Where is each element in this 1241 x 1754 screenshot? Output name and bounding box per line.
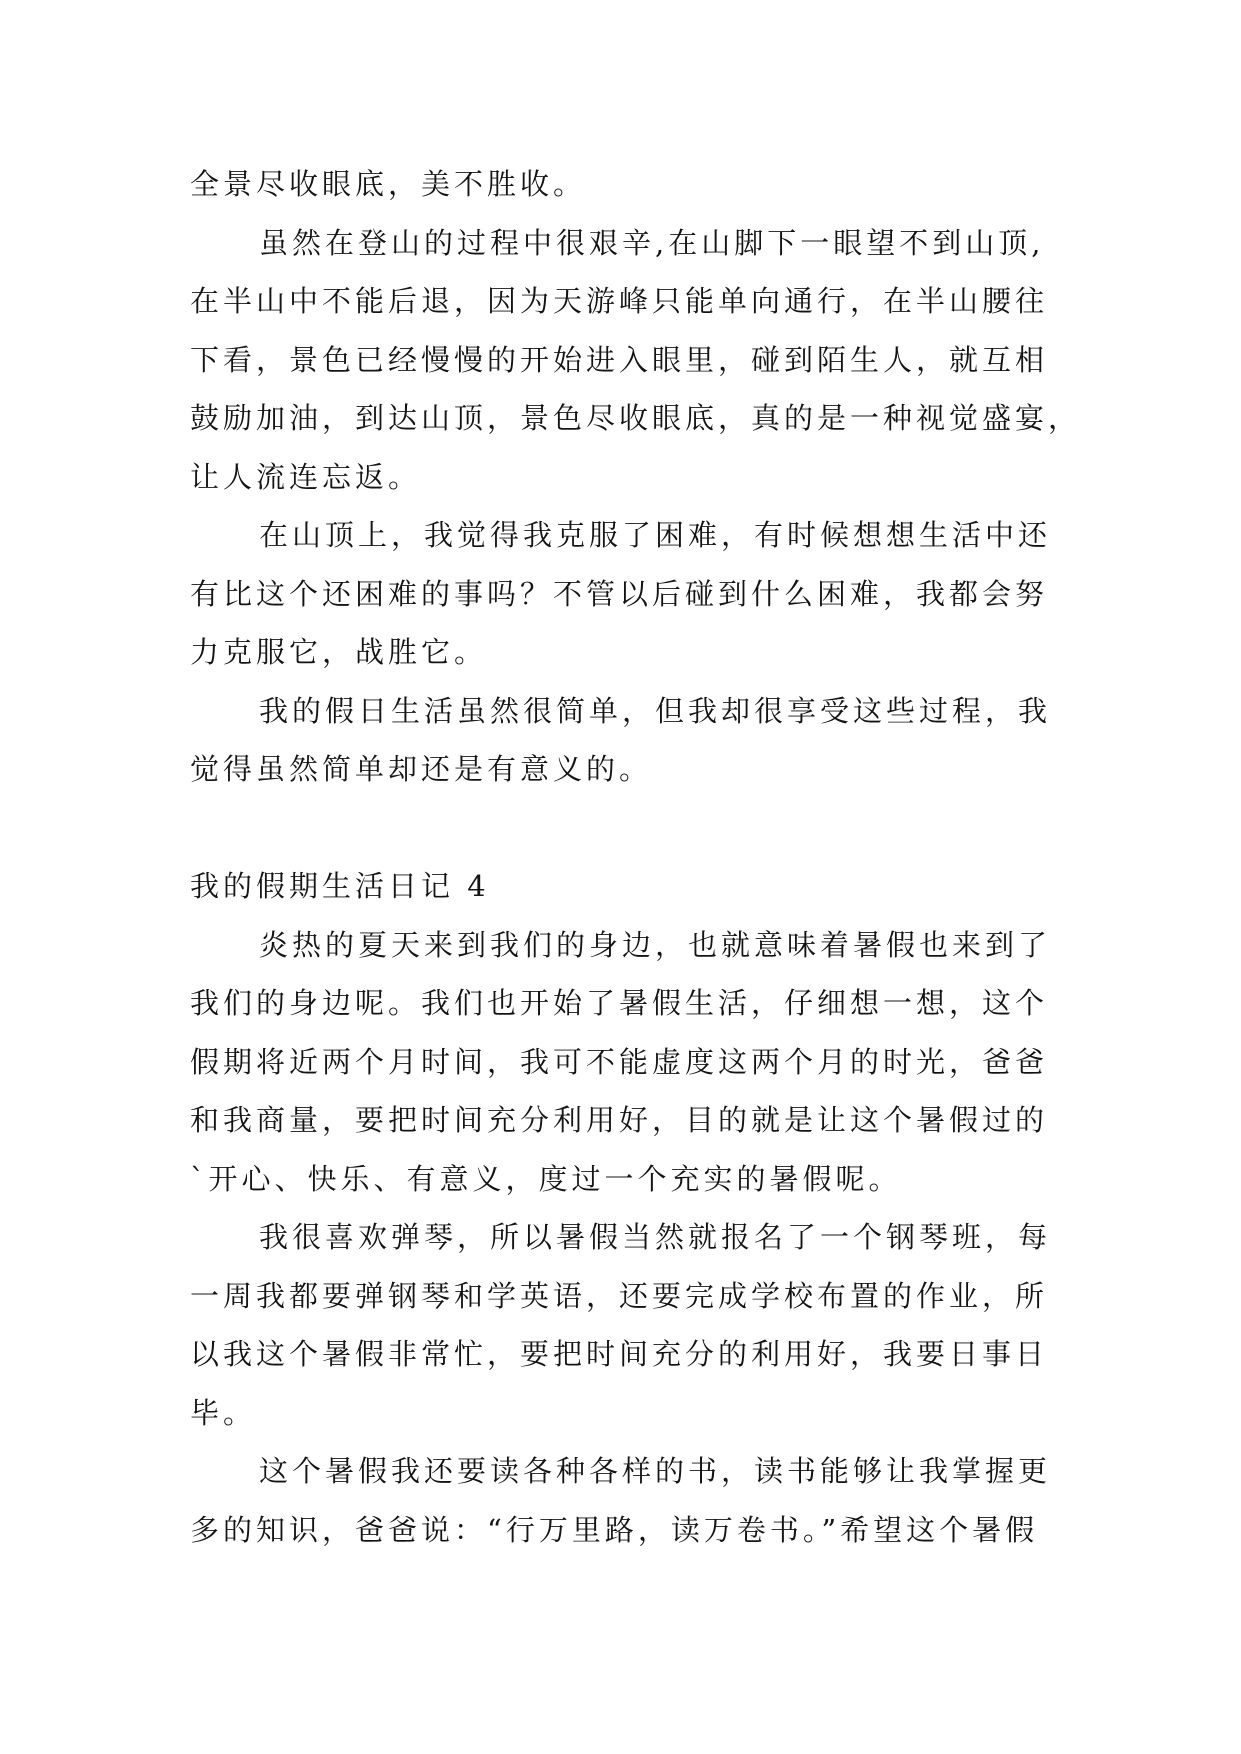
text-line: 让人流连忘返。	[190, 459, 422, 494]
text-line: 假期将近两个月时间，我可不能虚度这两个月的时光，爸爸	[190, 1044, 1049, 1079]
text-line: 我们的身边呢。我们也开始了暑假生活，仔细想一想，这个	[190, 986, 1049, 1020]
text-line: 多的知识，爸爸说：“行万里路，读万卷书。”希望这个暑假	[190, 1512, 1039, 1547]
document-body	[190, 155, 1130, 1559]
paragraph	[190, 214, 1130, 507]
text-line: 毕。	[190, 1395, 257, 1430]
text-line: 这个暑假我还要读各种各样的书，读书能够让我掌握更	[259, 1454, 1052, 1488]
text-line: 以我这个暑假非常忙，要把时间充分的利用好，我要日事日	[190, 1337, 1049, 1371]
text-line: 有比这个还困难的事吗？不管以后碰到什么困难，我都会努	[190, 576, 1049, 611]
section-spacer	[190, 799, 1130, 858]
text-line: 下看，景色已经慢慢的开始进入眼里，碰到陌生人，就互相	[190, 342, 1049, 377]
text-line: 虽然在登山的过程中很艰辛,在山脚下一眼望不到山顶,	[259, 225, 1045, 260]
paragraph	[190, 916, 1130, 1209]
text-line: 我的假日生活虽然很简单，但我却很享受这些过程，我	[259, 693, 1052, 728]
paragraph	[190, 1442, 1130, 1559]
text-line: 力克服它，战胜它。	[190, 635, 488, 669]
text-line: 一周我都要弹钢琴和学英语，还要完成学校布置的作业，所	[190, 1278, 1049, 1313]
paragraph	[190, 682, 1130, 799]
text-line: 我很喜欢弹琴，所以暑假当然就报名了一个钢琴班，每	[259, 1220, 1052, 1254]
paragraph	[190, 1208, 1130, 1442]
text-line: 全景尽收眼底，美不胜收。	[190, 167, 587, 201]
section-heading: 我的假期生活日记 4	[190, 869, 490, 903]
text-line: 和我商量，要把时间充分利用好，目的就是让这个暑假过的	[190, 1103, 1049, 1137]
text-line: 炎热的夏天来到我们的身边，也就意味着暑假也来到了	[259, 927, 1052, 962]
text-line: 鼓励加油，到达山顶，景色尽收眼底，真的是一种视觉盛宴，	[190, 401, 1082, 435]
paragraph	[190, 155, 1130, 214]
text-line: `开心、快乐、有意义，度过一个充实的暑假呢。	[190, 1161, 902, 1196]
paragraph	[190, 506, 1130, 682]
text-line: 在半山中不能后退，因为天游峰只能单向通行，在半山腰往	[190, 284, 1049, 318]
text-line: 觉得虽然简单却还是有意义的。	[190, 752, 653, 786]
text-line: 在山顶上，我觉得我克服了困难，有时候想想生活中还	[259, 518, 1052, 552]
